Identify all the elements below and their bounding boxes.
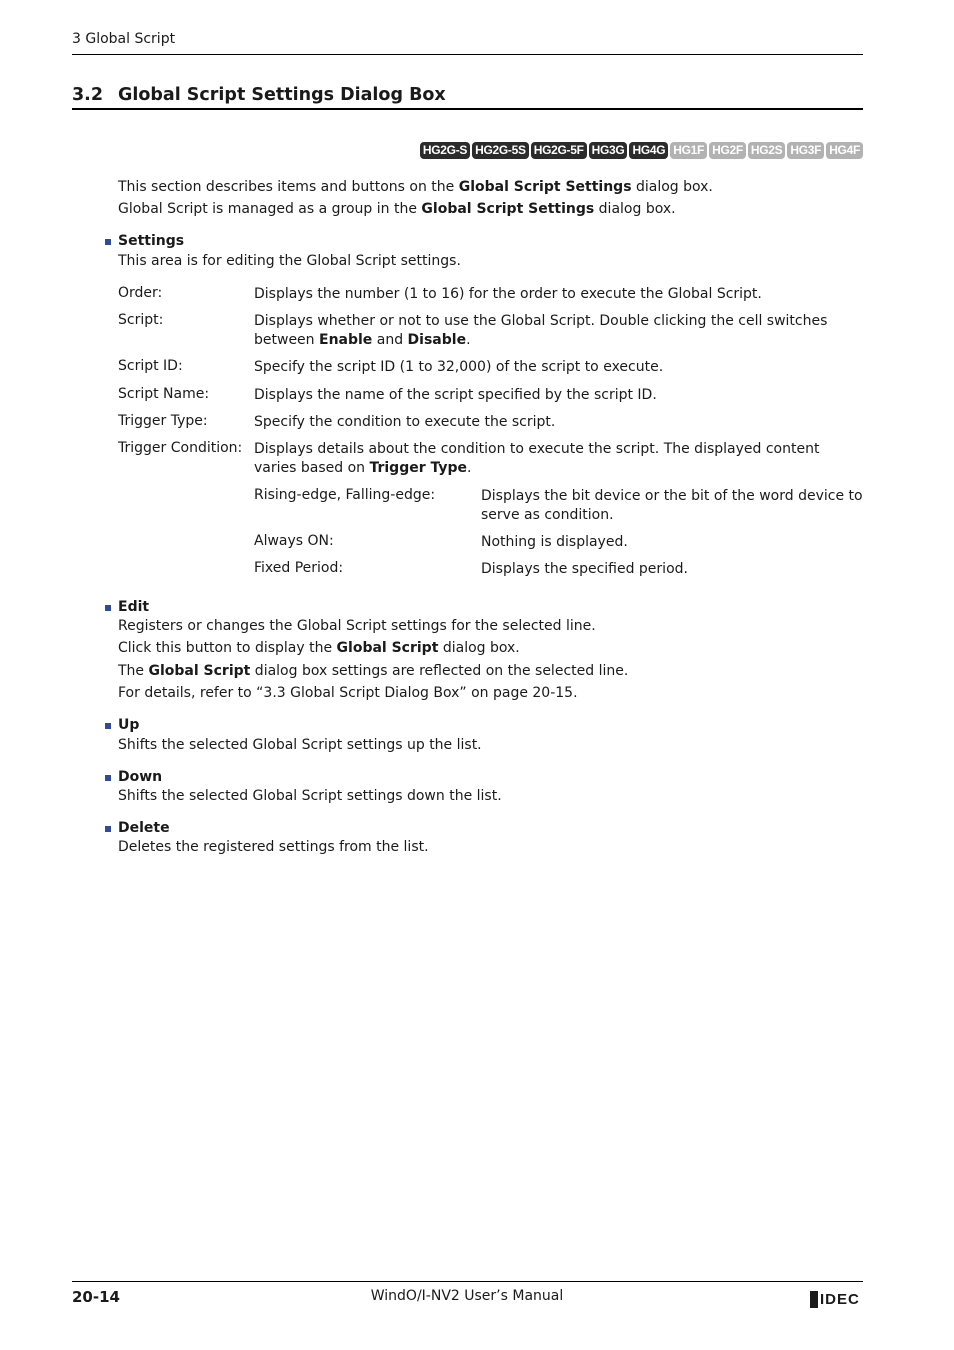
edit-line-3 [118,663,628,679]
intro-line-1 [118,179,713,195]
desc-script [254,312,863,350]
desc-emphasis: Disable [407,332,467,348]
up-description: Shifts the selected Global Script settings up the list. [118,737,482,753]
desc-emphasis: Enable [319,332,373,348]
header-rule [72,54,863,55]
edit-emphasis: Global Script [148,663,251,679]
term-trigger-condition: Trigger Condition: [118,440,243,456]
edit-line-4-reference-link[interactable]: For details, refer to “3.3 Global Script Dialog Box” on page 20-15. [118,685,578,701]
desc-script-id: Specify the script ID (1 to 32,000) of the script to execute. [254,359,664,375]
logo-mark-icon [810,1291,818,1308]
section-number: 3.2 [72,85,104,105]
model-badge-unsupported: HG3F [787,142,824,159]
desc-trigger-type: Specify the condition to execute the script. [254,414,556,430]
desc-text: . [467,460,472,476]
down-heading: Down [118,769,163,785]
section-title-text: Global Script Settings Dialog Box [118,85,446,105]
model-badge: HG2G-5S [472,142,529,159]
subterm-fixed-period: Fixed Period: [254,560,344,576]
desc-script-name: Displays the name of the script specified by the script ID. [254,387,657,403]
settings-description: This area is for editing the Global Script settings. [118,253,461,269]
model-badge-unsupported: HG4F [826,142,863,159]
title-rule [72,108,863,110]
idec-logo [810,1291,860,1308]
model-badge: HG2G-S [420,142,470,159]
model-badge-unsupported: HG2F [709,142,746,159]
desc-emphasis: Trigger Type [369,460,468,476]
settings-heading: Settings [118,233,185,249]
subdesc-edge: Displays the bit device or the bit of the word device to serve as condition. [481,488,863,523]
edit-emphasis: Global Script [336,640,439,656]
model-badge: HG2G-5F [531,142,587,159]
desc-text: Displays details about the condition to execute the script. The displayed content varies based on [254,441,820,476]
bullet-icon [105,239,111,245]
term-script: Script: [118,312,164,328]
model-badge: HG4G [629,142,668,159]
intro-text: dialog box. [631,179,713,195]
edit-line-1: Registers or changes the Global Script settings for the selected line. [118,618,596,634]
delete-description: Deletes the registered settings from the list. [118,839,429,855]
bullet-icon [105,826,111,832]
term-script-id: Script ID: [118,358,183,374]
logo-text: IDEC [820,1291,860,1308]
desc-text: . [466,332,471,348]
edit-text: The [118,663,149,679]
section-title [72,85,446,105]
edit-line-2 [118,640,520,656]
bullet-icon [105,775,111,781]
edit-heading: Edit [118,599,150,615]
up-heading: Up [118,717,140,733]
bullet-icon [105,605,111,611]
desc-text: Displays whether or not to use the Global Script. Double clicking the cell switches between [254,313,828,348]
term-script-name: Script Name: [118,386,210,402]
desc-text: and [372,332,408,348]
bullet-icon [105,723,111,729]
page-number: 20-14 [72,1288,120,1306]
intro-text: This section describes items and buttons on the [118,179,459,195]
manual-title: WindO/I-NV2 User’s Manual [370,1288,564,1304]
edit-text: dialog box settings are reflected on the selected line. [250,663,629,679]
intro-emphasis: Global Script Settings [458,179,632,195]
edit-text: Click this button to display the [118,640,337,656]
desc-trigger-condition [254,440,863,478]
subterm-edge: Rising-edge, Falling-edge: [254,487,436,503]
intro-text: Global Script is managed as a group in the [118,201,422,217]
footer-rule [72,1281,863,1282]
subdesc-fixed-period: Displays the specified period. [481,561,688,577]
subterm-always-on: Always ON: [254,533,334,549]
model-badge-unsupported: HG2S [748,142,785,159]
running-head: 3 Global Script [72,31,176,47]
desc-order: Displays the number (1 to 16) for the order to execute the Global Script. [254,286,762,302]
intro-line-2 [118,201,676,217]
model-badge-unsupported: HG1F [670,142,707,159]
down-description: Shifts the selected Global Script settings down the list. [118,788,502,804]
model-badges [420,142,863,159]
intro-text: dialog box. [594,201,676,217]
term-order: Order: [118,285,163,301]
intro-emphasis: Global Script Settings [421,201,595,217]
model-badge: HG3G [589,142,628,159]
term-trigger-type: Trigger Type: [118,413,208,429]
delete-heading: Delete [118,820,170,836]
subdesc-always-on: Nothing is displayed. [481,534,628,550]
edit-text: dialog box. [438,640,520,656]
